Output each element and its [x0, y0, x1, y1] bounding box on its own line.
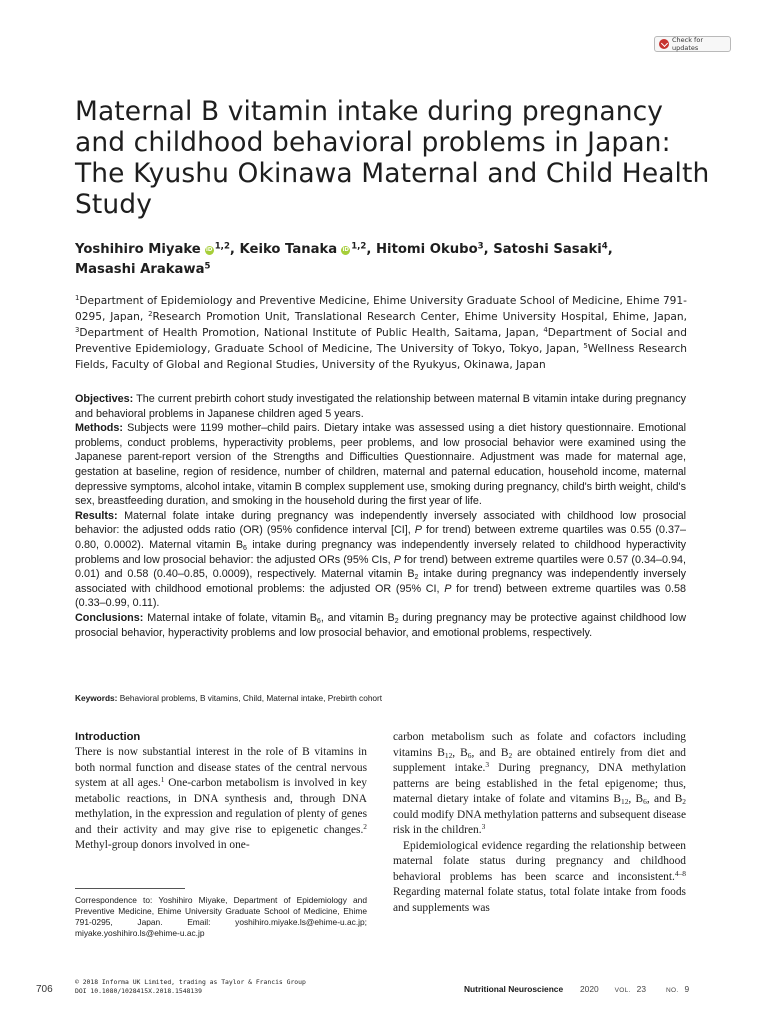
paragraph-text: are obtained entirely from diet and supplement intake.: [393, 746, 687, 774]
check-icon: [659, 39, 669, 49]
conclusions-label: Conclusions:: [75, 611, 144, 624]
paragraph-text: There is now substantial interest in the role of B vitamins in both normal function and disease states of the central nervous system at all ages.: [75, 746, 367, 789]
affiliation-number: 2: [148, 310, 153, 319]
results-label: Results:: [75, 509, 118, 522]
affiliation-text: Department of Health Promotion, National Institute of Public Health, Saitama, Japan,: [79, 327, 544, 339]
page-number: 706: [36, 984, 53, 995]
affiliation-number: 1: [75, 294, 80, 303]
author-name: Keiko Tanaka: [239, 242, 338, 257]
author-list: Yoshihiro Miyake iD $^{1,2}$, Keiko Tanaka iD $^{1,2}$, Hitomi Okubo$^3$, Satoshi Sasaki$^4$, Masashi Arakawa$^5$: [75, 241, 613, 277]
keywords-label: Keywords:: [75, 693, 118, 703]
conclusions-text: during pregnancy may be protective against childhood low prosocial behavior, hyperactivity problems and low prosocial behavior, and emotional problems, respectively.: [75, 611, 686, 639]
paragraph: [393, 839, 686, 917]
paragraph-text: carbon metabolism such as folate and cofactors including vitamins B: [393, 731, 686, 759]
author-name: Masashi Arakawa: [75, 262, 205, 277]
orcid-icon[interactable]: iD: [342, 247, 349, 253]
subscript: 6: [467, 750, 472, 760]
affiliation-text: Department of Social and Preventive Epidemiology, Graduate School of Medicine, The University of Tokyo, Tokyo, Japan,: [75, 327, 687, 355]
results-text: intake during pregnancy was independently inversely associated with childhood emotional problems: the adjusted OR (95% CI,: [75, 568, 686, 595]
affiliation-number: 5: [583, 342, 588, 351]
affiliation-text: Research Promotion Unit, Translational Research Center, Ehime University Hospital, Ehime, Japan,: [152, 311, 688, 323]
author-affiliation-marker: 1,2: [351, 241, 367, 252]
check-for-updates-badge[interactable]: [654, 36, 731, 52]
affiliation-text: Wellness Research Fields, Faculty of Global and Regional Studies, University of the Ryukyus, Okinawa, Japan: [75, 343, 687, 371]
paragraph-text: , and B: [471, 746, 509, 759]
volume-number: 23: [636, 984, 646, 994]
journal-year: 2020: [580, 984, 599, 994]
objectives-text: The current prebirth cohort study investigated the relationship between maternal B vitamin intake during pregnancy and behavioral problems in Japanese children aged 5 years.: [75, 393, 686, 420]
orcid-icon[interactable]: iD: [205, 247, 213, 253]
subscript: 6: [643, 796, 647, 806]
paragraph-text: Regarding maternal folate status, total folate intake from foods and supplements was: [393, 886, 686, 914]
p-symbol: P: [444, 582, 452, 595]
article-title: Maternal B vitamin intake during pregnancy and childhood behavioral problems in Japan: The Kyushu Okinawa Maternal and Child Health Study: [75, 96, 710, 220]
journal-meta: [580, 984, 689, 994]
paragraph: [393, 730, 686, 839]
citation-ref[interactable]: 1: [160, 774, 165, 784]
keywords-text: Behavioral problems, B vitamins, Child, Maternal intake, Prebirth cohort: [117, 693, 383, 703]
issue-label: NO.: [665, 987, 679, 994]
citation-ref[interactable]: 3: [481, 821, 486, 831]
abstract-results: [75, 509, 686, 611]
conclusions-text: , and vitamin B: [320, 611, 395, 624]
body-column-left: [75, 730, 367, 854]
copyright-text: © 2018 Informa UK Limited, trading as Taylor & Francis Group: [75, 978, 306, 986]
subscript: 12: [620, 796, 629, 806]
author-affiliation-marker: 3: [477, 241, 484, 252]
affiliation-number: 4: [543, 326, 548, 335]
paragraph-text: Epidemiological evidence regarding the relationship between maternal folate status during pregnancy and childhood behavioral problems has been scarce and inconsistent.: [393, 839, 686, 883]
results-text: Maternal folate intake during pregnancy was independently inversely associated with childhood low prosocial behavior: the adjusted odds ratio (OR) (95% confidence interval [CI],: [75, 509, 686, 537]
doi-text[interactable]: DOI 10.1080/1028415X.2018.1548139: [75, 986, 202, 995]
paragraph-text: During pregnancy, DNA methylation patterns are being established in the fetal epigenome; thus, maternal dietary intake of folate and vitamins B: [393, 762, 686, 805]
results-text: for trend) between extreme quartiles was 0.58 (0.33–0.99, 0.11).: [75, 582, 686, 610]
citation-ref[interactable]: 4–8: [674, 868, 686, 878]
subscript: 2: [414, 573, 419, 581]
p-symbol: P: [393, 553, 401, 566]
paragraph: [75, 745, 367, 854]
paragraph-text: Methyl-group donors involved in one-: [75, 839, 250, 851]
subscript: 2: [682, 796, 686, 806]
p-symbol: P: [414, 524, 422, 537]
author-name: Yoshihiro Miyake: [75, 242, 201, 257]
subscript: 6: [243, 544, 247, 552]
volume-label: VOL.: [614, 987, 631, 994]
affiliation-number: 3: [75, 326, 80, 335]
citation-ref[interactable]: 3: [485, 759, 490, 769]
author-affiliation-marker: 5: [204, 261, 211, 272]
author-name: Satoshi Sasaki: [493, 242, 602, 257]
author-affiliation-marker: 1,2: [214, 241, 230, 252]
results-text: for trend) between extreme quartiles was 0.55 (0.37–0.80, 0.0002). Maternal vitamin B: [75, 524, 687, 551]
journal-name: Nutritional Neuroscience: [464, 984, 564, 994]
keywords: [75, 692, 686, 704]
section-heading: Introduction: [75, 731, 141, 743]
methods-label: Methods:: [75, 422, 123, 435]
paragraph-text: , and B: [646, 793, 683, 805]
paragraph-text: , B: [452, 746, 468, 759]
author-name: Hitomi Okubo: [376, 242, 478, 257]
conclusions-text: Maternal intake of folate, vitamin B: [143, 611, 317, 624]
results-text: for trend) between extreme quartiles were 0.57 (0.34–0.94, 0.01) and 0.58 (0.40–0.85, 0.0009), respectively. Maternal vitamin B: [75, 553, 686, 581]
paragraph-text: One-carbon metabolism is involved in key metabolic reactions, in DNA synthesis and, through DNA methylation, in the expression and regulation of plenty of genes and their activity and may give rise to epigenetic changes.: [75, 777, 367, 836]
abstract-conclusions: [75, 611, 686, 640]
check-for-updates-label: Check for updates: [672, 36, 703, 52]
subscript: 2: [508, 750, 513, 760]
abstract: [75, 392, 686, 640]
body-column-right: [393, 730, 686, 916]
paragraph-text: could modify DNA methylation patterns and subsequent disease risk in the children.: [393, 808, 686, 836]
author-affiliation-marker: 4: [601, 241, 608, 252]
affiliation-text: Department of Epidemiology and Preventive Medicine, Ehime University Graduate School of Medicine, Ehime 791-0295, Japan,: [75, 295, 687, 323]
issue-number: 9: [684, 984, 690, 994]
results-text: intake during pregnancy was independently inversely related to childhood hyperactivity problems and low prosocial behavior: the adjusted ORs (95% CIs,: [75, 538, 686, 566]
methods-text: Subjects were 1199 mother–child pairs. Dietary intake was assessed using a diet history questionnaire. Emotional problems, conduct problems, hyperactivity problems, peer problems, and low prosocial behavior were examined using the Japanese parent-report version of the Strengths and Difficulties Questionnaire. Adjustment was made for maternal age, gestation at baseline, region of residence, number of children, maternal and paternal education, household income, maternal depressive symptoms, alcohol intake, vitamin B complex supplement use, smoking during pregnancy, child's birth weight, child's sex, breastfeeding duration, and smoking in the household during the first year of life.: [75, 422, 686, 508]
citation-ref[interactable]: 2: [363, 821, 367, 831]
objectives-label: Objectives:: [75, 393, 134, 405]
subscript: 12: [444, 750, 453, 760]
copyright-block: [75, 978, 375, 995]
correspondence-note: Correspondence to: Yoshihiro Miyake, Department of Epidemiology and Preventive Medicine, Ehime University Graduate School of Medicine, Ehime 791-0295, Japan. Email: yoshihiro.miyake.ls@ehime-u.ac.jp; miyake.yoshihiro.ls@ehime-u.ac.jp: [75, 895, 367, 938]
paragraph-text: , B: [628, 793, 644, 805]
abstract-methods: [75, 421, 686, 509]
subscript: 6: [316, 617, 321, 625]
affiliations: [75, 293, 687, 373]
footnote-rule: [75, 888, 185, 889]
subscript: 2: [394, 617, 399, 625]
abstract-objectives: [75, 392, 686, 421]
